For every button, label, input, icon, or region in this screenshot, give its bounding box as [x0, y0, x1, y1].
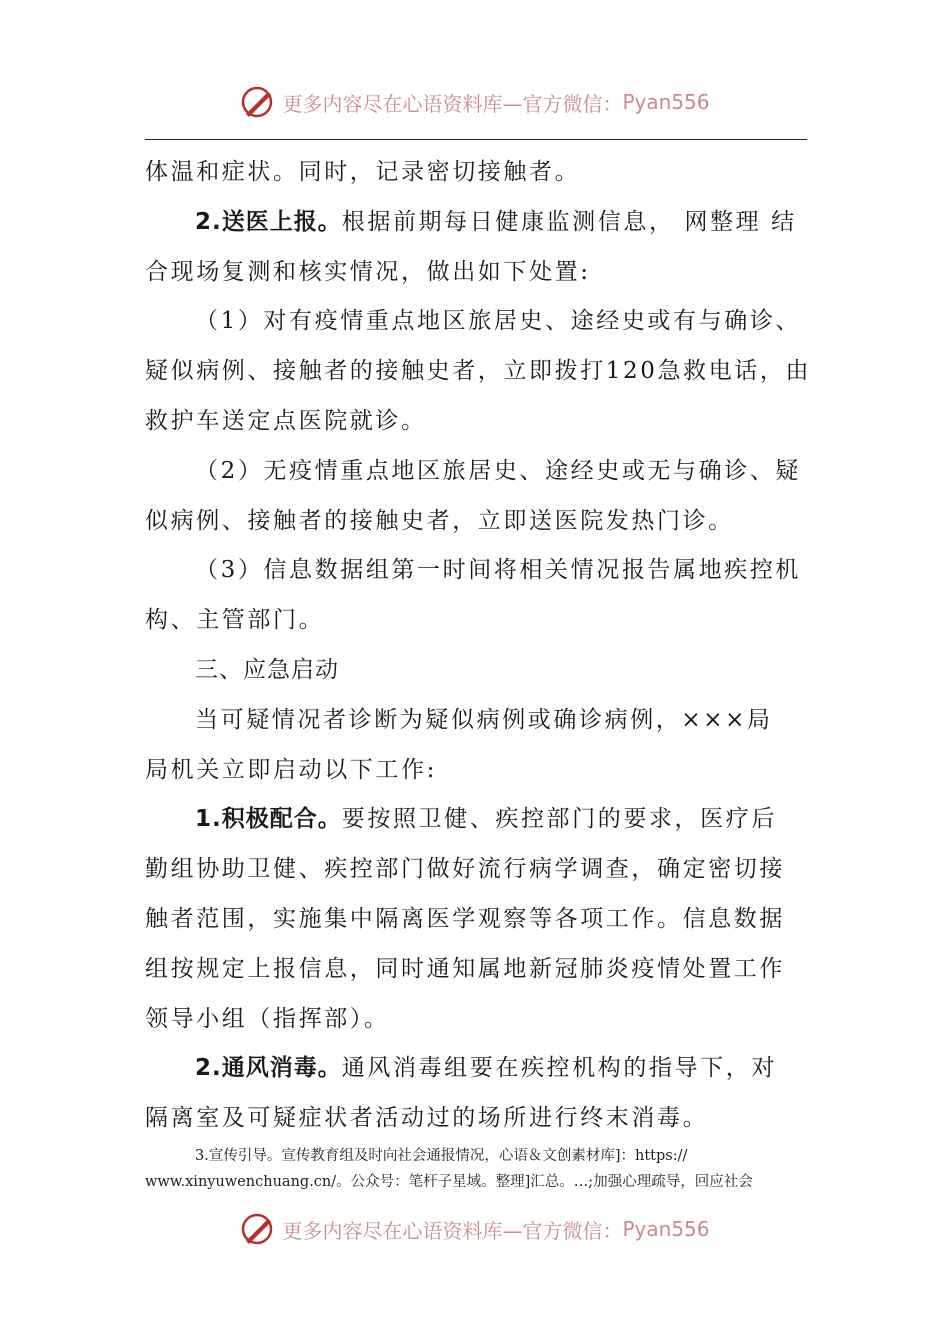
pen-logo-icon — [240, 84, 276, 120]
footnote — [145, 1143, 807, 1195]
paragraph: （3）信息数据组第一时间将相关情况报告属地疾控机 — [195, 557, 802, 584]
paragraph-line: 疑似病例、接触者的接触史者，立即拨打120急救电话，由 — [145, 358, 812, 385]
header-wechat: Pyan556 — [622, 90, 710, 114]
paragraph: （2）无疫情重点地区旅居史、途经史或无与确诊、疑 — [195, 457, 802, 484]
pen-logo-icon — [240, 1211, 276, 1247]
document-body — [145, 148, 812, 1144]
paragraph — [145, 1044, 807, 1094]
paragraph-line: 构、主管部门。 — [145, 607, 325, 634]
section-heading: 三、应急启动 — [195, 656, 339, 683]
watermark-footer — [0, 1209, 950, 1249]
paragraph — [145, 198, 807, 248]
watermark-header — [0, 82, 950, 122]
text: 根据前期每日健康监测信息， 网整理 结 — [341, 208, 797, 235]
paragraph-line: 似病例、接触者的接触史者，立即送医院发热门诊。 — [145, 507, 734, 534]
text: 通风消毒组要在疾控机构的指导下，对 — [341, 1055, 777, 1082]
paragraph-line: 触者范围，实施集中隔离医学观察等各项工作。信息数据 — [145, 905, 785, 932]
text: 要按照卫健、疾控部门的要求，医疗后 — [341, 806, 777, 833]
paragraph-line: 隔离室及可疑症状者活动过的场所进行终末消毒。 — [145, 1105, 709, 1132]
paragraph: 体温和症状。同时，记录密切接触者。 — [145, 159, 581, 185]
paragraph-line: 合现场复测和核实情况，做出如下处置: — [145, 258, 591, 285]
footer-wechat: Pyan556 — [622, 1217, 710, 1241]
header-divider — [145, 139, 807, 140]
bold-lead: 2.通风消毒。 — [195, 1055, 342, 1082]
bold-lead: 1.积极配合。 — [195, 806, 342, 833]
footer-text: 更多内容尽在心语资料库—官方微信： — [282, 1218, 623, 1243]
paragraph — [145, 795, 807, 845]
paragraph-line: 领导小组（指挥部）。 — [145, 1005, 390, 1032]
paragraph-line: 勤组协助卫健、疾控部门做好流行病学调查，确定密切接 — [145, 856, 785, 883]
paragraph-line: 救护车送定点医院就诊。 — [145, 407, 427, 434]
paragraph-line: 局机关立即启动以下工作: — [145, 756, 437, 783]
paragraph-line: 组按规定上报信息，同时通知属地新冠肺炎疫情处置工作 — [145, 955, 785, 982]
paragraph: （1）对有疫情重点地区旅居史、途经史或有与确诊、 — [195, 308, 802, 335]
bold-lead: 2.送医上报。 — [195, 208, 342, 235]
header-text: 更多内容尽在心语资料库—官方微信： — [282, 91, 623, 116]
footnote-line: www.xinyuwenchuang.cn/。公众号：笔杆子星域。整理]汇总。…;加强心理疏导，回应社会 — [145, 1174, 753, 1190]
paragraph: 当可疑情况者诊断为疑似病例或确诊病例，×××局 — [195, 706, 773, 733]
footnote-line: 3.宣传引导。宣传教育组及时向社会通报情况，心语＆文创素材库]：https:// — [195, 1148, 688, 1164]
